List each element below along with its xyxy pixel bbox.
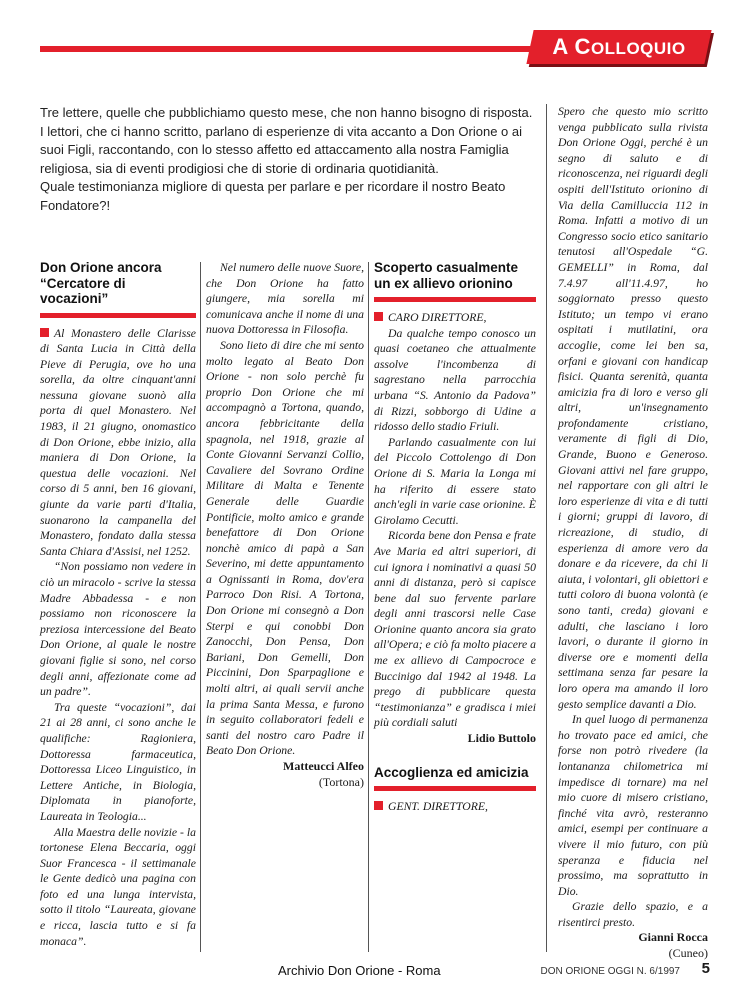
letter3-paragraph: Spero che questo mio scritto venga pubblicato sulla rivista Don Orione Oggi, perché è un segno di saluto e di riconoscenza, nei riguardi degli ospiti dell'Istituto orionino di Via della Camilluccia 112 in Roma. Infatti a motivo di un Congresso socio etico sanitario tenutosi all'Ospedale “G. GEMELLI” in Roma, dal 7.4.97 all'11.4.97, ho soggiornato presso questo Istituto; un tempo vi erano ospitati i mutilatini, ora accoglie, come lei ben sa, orfani e giovani con handicap fisici. Quanta serenità, quanta amicizia fra di loro e verso gli altri, un'insegnamento profondamente cristiano, veramente di figli di Dio, Grande, Buono e Generoso. Giovani attivi nel fare gruppo, nel rapportare con gli altri le loro esperienze di vita e di tutti i giorni; gruppi di lavoro, di ricreazione, di studio, di esperienza di amore vero da donare e da ricevere, da chi li aiuta, i volontari, gli obiettori e tutti coloro di buona volontà (e sono tanti, creda) giovani e adulti, che lasciano i loro lavori, o durante il giorno in diverse ore e momenti della settimana senza far pesare la loro opera ma amando il loro gesto semplice davanti a Dio.	[558, 105, 708, 711]
section-title: A COLLOQUIO	[552, 34, 686, 59]
letter1-paragraph: Tra queste “vocazioni”, dai 21 ai 28 anni, ci sono anche le qualifiche: Ragioniera, Dottoressa farmaceutica, Dottoressa Liceo Linguistico, in Lettere Antiche, in Biologia, Diplomata in pianoforte, Laureata in Teologia...	[40, 700, 196, 823]
archive-credit: Archivio Don Orione - Roma	[278, 963, 441, 978]
header-red-rule	[40, 46, 540, 52]
letter1-column-1	[40, 260, 196, 949]
page-number: 5	[701, 960, 710, 977]
section-tag	[526, 30, 711, 64]
column-divider	[546, 104, 547, 952]
letter3-signature: Gianni Rocca	[638, 930, 708, 945]
intro-paragraph: Tre lettere, quelle che pubblichiamo questo mese, che non hanno bisogno di risposta. I lettori, che ci hanno scritto, parlano di esperienze di vita accanto a Don Orione o ai suoi Figli, raccontando, con lo stesso affetto ed attaccamento alla nostra Famiglia religiosa, sia di eventi prodigiosi che di storie di ordinaria quotidianità.	[40, 105, 533, 176]
letter3-paragraph: In quel luogo di permanenza ho trovato pace ed amici, che forse non potrò rivedere (la lontananza chilometrica mi impedisce di tornare) ma nel mio cuore di misero cristiano, finché vita avrò, resteranno amici, esempi per continuare a vivere il mio futuro, con più speranza e fiducia nel prossimo, ma soprattutto in Dio.	[558, 713, 708, 898]
letter1-paragraph: Nel numero delle nuove Suore, che Don Orione ha fatto giungere, mia sorella mi comunicava anche il nome di una nuova Dottoressa in Filosofia.	[206, 261, 364, 337]
letter1-signature: Matteucci Alfeo	[283, 759, 364, 773]
letter1-paragraph: Al Monastero delle Clarisse di Santa Lucia in Città della Pieve di Perugia, ove ho una sorella, da oltre cinquant'anni nessuna giovane suonò alla porta di quel Monastero. Nel 1983, il 21 giugno, onomastico di Don Orione, ebbe inizio, alla maniera di Don Orione, la questua delle vocazioni. Nel corso di 5 anni, ben 16 giovani, giunte da varie parti d'Italia, suonarono la campanella del Monastero, fondato dalla stessa Santa Chiara d'Assisi, nel 1252.	[40, 326, 196, 558]
letter3-paragraph: Grazie dello spazio, e a risentirci presto.	[558, 900, 708, 929]
letter2-title-rule	[374, 297, 536, 302]
letter2-title: Scoperto casualmente un ex allievo orionino	[374, 260, 519, 291]
red-square-icon	[40, 328, 49, 337]
column-divider	[368, 262, 369, 952]
letter2-signature: Lidio Buttolo	[467, 731, 536, 746]
letter3-column-4	[558, 104, 708, 962]
letters-column-3	[374, 260, 536, 815]
intro-paragraph: Quale testimonianza migliore di questa per parlare e per ricordare il nostro Beato Fondatore?!	[40, 179, 506, 213]
letter1-title: Don Orione ancora “Cercatore di vocazioni”	[40, 260, 162, 306]
letter3-salutation: GENT. DIRETTORE,	[374, 799, 536, 815]
column-divider	[200, 262, 201, 952]
letter1-city: (Tortona)	[318, 774, 364, 789]
letter2-paragraph: Parlando casualmente con lui del Piccolo Cottolengo di Don Orione di S. Maria la Longa mi ha riferito di essere stato anch'egli in varie case orionine. È Girolamo Cecutti.	[374, 435, 536, 527]
letter2-paragraph: Ricorda bene don Pensa e frate Ave Maria ed altri superiori, di cui ignora i nominativi a quasi 50 anni di distanza, però si capisce bene dal suo fervente parlare degli anni trascorsi nelle Case Orionine quanto ancora sia grato all'Opera; e ciò fa molto piacere a me ex allievo di Campocroce e Buccinigo dal 1942 al 1948. La prego di pubblicare questa “testimonianza” e gradisca i miei più cordiali saluti	[374, 529, 536, 730]
letter1-column-2	[206, 260, 364, 790]
letter3-title-rule	[374, 786, 536, 791]
issue-label: DON ORIONE OGGI N. 6/1997	[540, 966, 680, 977]
letter1-title-rule	[40, 313, 196, 318]
intro-text	[40, 104, 536, 216]
letter2-salutation: CARO DIRETTORE,	[374, 310, 536, 326]
letter3-city: (Cuneo)	[668, 946, 708, 961]
letter1-paragraph: Alla Maestra delle novizie - la tortonese Elena Beccaria, oggi Suor Francesca - il settimanale le Gente dedicò una pagina con foto ed una lunga intervista, sotto il titolo “Laureata, giovane e ricca, lascia tutto e si fa monaca”.	[40, 825, 196, 948]
red-square-icon	[374, 801, 383, 810]
letter1-paragraph: “Non possiamo non vedere in ciò un miracolo - scrive la stessa Madre Abbadessa - e non possiamo non riconoscere la preziosa intercessione del Beato Don Orione, al quale le nostre giovani figlie si sono, nel corso degli anni, affezionate come ad un padre”.	[40, 560, 196, 699]
red-square-icon	[374, 312, 383, 321]
letter3-title: Accoglienza ed amicizia	[374, 764, 529, 780]
letter2-paragraph: Da qualche tempo conosco un quasi coetaneo che attualmente assolve l'incombenza di sagrestano nella parrocchia urbana “S. Antonio da Padova” di Rizzi, sobborgo di Udine a ridosso dello stadio Friuli.	[374, 326, 536, 434]
letter1-paragraph: Sono lieto di dire che mi sento molto legato al Beato Don Orione - non solo perchè fu proprio Don Orione che mi accompagnò a Tortona, quando, ancora febbricitante della spagnola, nel 1918, grazie al Conte Giovanni Servanzi Collio, Cavaliere del Sovrano Ordine Militare di Malta e Tenente Generale delle Guardie Pontificie, molto amico e grande benefattore di Don Orione nonchè amico di papà a San Severino, mi dette appuntamento a Ognissanti in Roma, dov'era Parroco Don Risi. A Tortona, Don Orione mi consegnò a Don Sterpi e qui conobbi Don Zanocchi, Don Pensa, Don Bariani, Don Gemelli, Don Piccinini, Don Sparpaglione e molti altri, ai quali servii anche la prima Santa Messa, e furono in seguito collaboratori fedeli e santi del nostro caro Padre il Beato Don Orione.	[206, 338, 364, 758]
